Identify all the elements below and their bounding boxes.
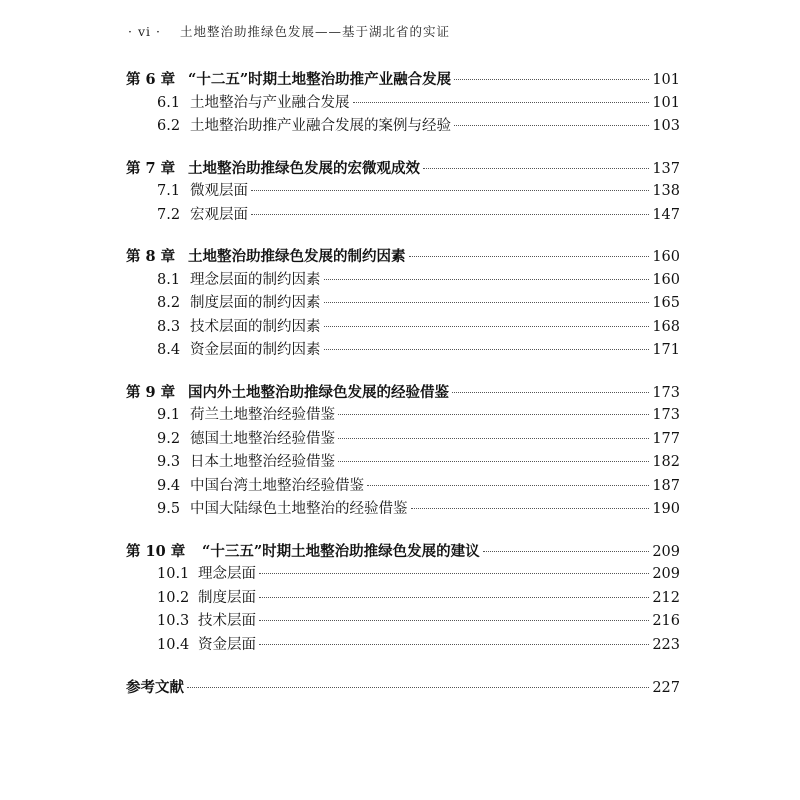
toc-section-6-1[interactable]	[126, 92, 680, 116]
section-title: 土地整治助推产业融合发展的案例与经验	[190, 118, 451, 134]
page-number: 103	[652, 118, 680, 134]
section-title: 土地整治与产业融合发展	[190, 94, 350, 111]
page-number: 173	[652, 407, 680, 423]
toc-section-9-1[interactable]	[126, 404, 680, 428]
leader-dots	[452, 391, 649, 393]
section-number: 9.2	[157, 430, 181, 447]
page-number: 216	[652, 613, 680, 629]
section-title: 微观层面	[190, 183, 248, 199]
chapter-number: 第 10 章	[126, 542, 186, 560]
section-number: 10.2	[157, 589, 190, 606]
toc-section-10-4[interactable]	[126, 634, 680, 658]
leader-dots	[259, 619, 649, 621]
section-title: 制度层面的制约因素	[190, 295, 321, 311]
section-number: 10.1	[157, 566, 190, 582]
leader-dots	[324, 348, 650, 350]
chapter-title: “十三五”时期土地整治助推绿色发展的建议	[202, 542, 480, 560]
page-number: 209	[652, 566, 680, 582]
toc-section-8-4[interactable]	[126, 339, 680, 363]
leader-dots	[259, 596, 649, 598]
leader-dots	[411, 507, 650, 509]
leader-dots	[324, 301, 650, 303]
section-number: 7.2	[157, 206, 181, 223]
page-number: 190	[652, 501, 680, 517]
section-number: 8.4	[157, 342, 181, 358]
header-running-title: 土地整治助推绿色发展——基于湖北省的实证	[179, 24, 450, 39]
page-number: 177	[652, 430, 680, 447]
section-number: 8.2	[157, 295, 181, 311]
leader-dots	[338, 460, 649, 462]
leader-dots	[483, 550, 650, 552]
page-number: 171	[652, 342, 680, 358]
section-number: 9.3	[157, 454, 181, 470]
section-number: 9.4	[157, 477, 181, 494]
toc-section-9-4[interactable]	[126, 475, 680, 499]
page-number: 160	[652, 249, 680, 265]
leader-dots	[324, 325, 650, 327]
section-title: 理念层面的制约因素	[190, 271, 321, 288]
leader-dots	[423, 167, 649, 169]
header-page-number: · vi ·	[128, 24, 161, 39]
leader-dots	[251, 213, 649, 215]
page-number: 223	[652, 636, 680, 653]
toc-section-8-3[interactable]	[126, 316, 680, 340]
running-header	[128, 22, 450, 40]
chapter-title: 土地整治助推绿色发展的制约因素	[188, 248, 406, 265]
leader-dots	[187, 686, 649, 688]
section-title: 荷兰土地整治经验借鉴	[190, 407, 335, 423]
page-number: 168	[652, 318, 680, 335]
toc-section-10-3[interactable]	[126, 610, 680, 634]
section-title: 中国大陆绿色土地整治的经验借鉴	[190, 501, 408, 517]
leader-dots	[324, 278, 650, 280]
references-title: 参考文献	[126, 679, 184, 696]
leader-dots	[409, 255, 650, 257]
page-number: 209	[652, 543, 680, 560]
section-title: 宏观层面	[190, 206, 248, 223]
chapter-title: 国内外土地整治助推绿色发展的经验借鉴	[188, 383, 449, 401]
page-number: 173	[652, 384, 680, 401]
toc-section-9-2[interactable]	[126, 428, 680, 452]
table-of-contents	[126, 68, 680, 700]
toc-section-7-1[interactable]	[126, 180, 680, 204]
section-title: 资金层面的制约因素	[190, 342, 321, 358]
leader-dots	[367, 484, 649, 486]
toc-section-9-3[interactable]	[126, 451, 680, 475]
leader-dots	[338, 413, 649, 415]
toc-section-8-2[interactable]	[126, 292, 680, 316]
section-number: 8.3	[157, 318, 181, 335]
section-title: 中国台湾土地整治经验借鉴	[190, 477, 364, 494]
toc-section-10-1[interactable]	[126, 563, 680, 587]
leader-dots	[454, 124, 649, 126]
page-number: 212	[652, 589, 680, 606]
toc-references[interactable]	[126, 676, 680, 700]
section-title: 技术层面	[198, 613, 256, 629]
leader-dots	[251, 189, 649, 191]
section-title: 资金层面	[198, 636, 256, 653]
section-number: 7.1	[157, 183, 181, 199]
section-title: 技术层面的制约因素	[190, 318, 321, 335]
chapter-number: 第 8 章	[126, 248, 176, 265]
section-number: 6.2	[157, 118, 181, 134]
toc-chapter-8[interactable]	[126, 245, 680, 269]
section-title: 理念层面	[198, 566, 256, 582]
toc-chapter-9[interactable]	[126, 381, 680, 405]
leader-dots	[338, 437, 649, 439]
chapter-title: “十二五”时期土地整治助推产业融合发展	[188, 71, 452, 88]
section-number: 10.4	[157, 636, 190, 653]
toc-chapter-7[interactable]	[126, 157, 680, 181]
section-number: 9.5	[157, 501, 181, 517]
page-number: 227	[652, 680, 680, 696]
page-number: 160	[652, 271, 680, 288]
toc-section-6-2[interactable]	[126, 115, 680, 139]
toc-section-8-1[interactable]	[126, 269, 680, 293]
leader-dots	[353, 101, 650, 103]
page-number: 182	[652, 454, 680, 470]
toc-section-7-2[interactable]	[126, 204, 680, 228]
toc-chapter-10[interactable]	[126, 540, 680, 564]
leader-dots	[454, 78, 649, 80]
leader-dots	[259, 643, 649, 645]
toc-section-10-2[interactable]	[126, 587, 680, 611]
chapter-number: 第 7 章	[126, 159, 176, 177]
page-number: 165	[652, 295, 680, 311]
page-number: 137	[652, 160, 680, 177]
leader-dots	[259, 572, 649, 574]
chapter-number: 第 6 章	[126, 71, 176, 88]
toc-chapter-6[interactable]	[126, 68, 680, 92]
chapter-title: 土地整治助推绿色发展的宏微观成效	[188, 159, 420, 177]
section-number: 8.1	[157, 271, 181, 288]
section-number: 10.3	[157, 613, 190, 629]
page-number: 187	[652, 477, 680, 494]
page-number: 138	[652, 183, 680, 199]
page-number: 101	[652, 72, 680, 88]
section-title: 制度层面	[198, 589, 256, 606]
section-number: 6.1	[157, 94, 181, 111]
chapter-number: 第 9 章	[126, 383, 176, 401]
section-title: 德国土地整治经验借鉴	[190, 430, 335, 447]
section-title: 日本土地整治经验借鉴	[190, 454, 335, 470]
section-number: 9.1	[157, 407, 181, 423]
toc-section-9-5[interactable]	[126, 498, 680, 522]
page-number: 101	[652, 94, 680, 111]
page-number: 147	[652, 206, 680, 223]
